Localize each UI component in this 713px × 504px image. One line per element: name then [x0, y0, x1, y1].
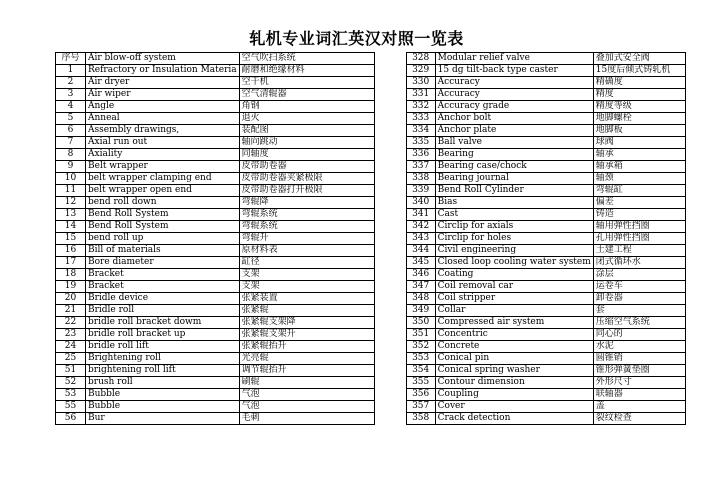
english-term: belt wrapper open end — [86, 185, 240, 197]
chinese-term: 土建工程 — [593, 245, 685, 257]
row-number: 358 — [406, 413, 435, 425]
header-chinese: 空气吹扫系统 — [239, 53, 374, 65]
column-gap — [374, 113, 406, 125]
row-number: 15 — [56, 233, 86, 245]
column-gap — [374, 233, 406, 245]
chinese-term: 铸造 — [593, 209, 685, 221]
english-term: Coating — [435, 269, 593, 281]
column-gap — [374, 173, 406, 185]
english-term: Cover — [435, 401, 593, 413]
table-row — [56, 305, 686, 317]
table-row — [56, 269, 686, 281]
glossary-table — [55, 52, 686, 425]
chinese-term: 球阀 — [593, 137, 685, 149]
row-number: 22 — [56, 317, 86, 329]
chinese-term: 支架 — [239, 269, 374, 281]
row-number: 9 — [56, 161, 86, 173]
table-row — [56, 365, 686, 377]
chinese-term: 退火 — [239, 113, 374, 125]
english-term: Brightening roll — [86, 353, 240, 365]
english-term: bend roll up — [86, 233, 240, 245]
column-gap — [374, 161, 406, 173]
english-term: Bearing journal — [435, 173, 593, 185]
english-term: Ball valve — [435, 137, 593, 149]
row-number: 345 — [406, 257, 435, 269]
english-term: bridle roll bracket up — [86, 329, 240, 341]
row-number: 342 — [406, 221, 435, 233]
chinese-term: 涂层 — [593, 269, 685, 281]
row-number: 3 — [56, 89, 86, 101]
chinese-term: 张紧装置 — [239, 293, 374, 305]
chinese-term: 气泡 — [239, 389, 374, 401]
english-term: Coil removal car — [435, 281, 593, 293]
english-term: Bracket — [86, 281, 240, 293]
chinese-term: 套 — [593, 305, 685, 317]
row-number: 16 — [56, 245, 86, 257]
english-term: Civil engineering — [435, 245, 593, 257]
english-term: Bracket — [86, 269, 240, 281]
row-number: 328 — [406, 53, 435, 65]
row-number: 347 — [406, 281, 435, 293]
english-term: Bend Roll Cylinder — [435, 185, 593, 197]
header-english: Air blow-off system — [86, 53, 240, 65]
table-row — [56, 233, 686, 245]
row-number: 24 — [56, 341, 86, 353]
chinese-term: 空气清辊器 — [239, 89, 374, 101]
row-number: 353 — [406, 353, 435, 365]
chinese-term: 原材料表 — [239, 245, 374, 257]
english-term: Bias — [435, 197, 593, 209]
english-term: Air wiper — [86, 89, 240, 101]
table-row — [56, 341, 686, 353]
row-number: 350 — [406, 317, 435, 329]
chinese-term: 张紧辊支架升 — [239, 329, 374, 341]
column-gap — [374, 209, 406, 221]
table-row — [56, 53, 686, 65]
english-term: Closed loop cooling water system — [435, 257, 593, 269]
row-number: 337 — [406, 161, 435, 173]
table-row — [56, 125, 686, 137]
chinese-term: 轴承箱 — [593, 161, 685, 173]
english-term: Accuracy — [435, 89, 593, 101]
chinese-term: 毛刺 — [239, 413, 374, 425]
row-number: 6 — [56, 125, 86, 137]
chinese-term: 精确度 — [593, 77, 685, 89]
row-number: 340 — [406, 197, 435, 209]
row-number: 7 — [56, 137, 86, 149]
english-term: Concentric — [435, 329, 593, 341]
column-gap — [374, 197, 406, 209]
chinese-term: 光亮辊 — [239, 353, 374, 365]
row-number: 339 — [406, 185, 435, 197]
english-term: Assembly drawings, — [86, 125, 240, 137]
english-term: brightening roll lift — [86, 365, 240, 377]
row-number: 17 — [56, 257, 86, 269]
column-gap — [374, 185, 406, 197]
english-term: Crack detection — [435, 413, 593, 425]
row-number: 1 — [56, 65, 86, 77]
chinese-term: 精度等级 — [593, 101, 685, 113]
row-number: 5 — [56, 113, 86, 125]
chinese-term: 偏差 — [593, 197, 685, 209]
row-number: 4 — [56, 101, 86, 113]
chinese-term: 轴承 — [593, 149, 685, 161]
chinese-term: 耐磨和绝缘材料 — [239, 65, 374, 77]
english-term: Bend Roll System — [86, 209, 240, 221]
table-row — [56, 173, 686, 185]
chinese-term: 气泡 — [239, 401, 374, 413]
english-term: Belt wrapper — [86, 161, 240, 173]
row-number: 20 — [56, 293, 86, 305]
chinese-term: 圆锥销 — [593, 353, 685, 365]
column-gap — [374, 257, 406, 269]
chinese-term: 皮带助卷器打开极限 — [239, 185, 374, 197]
table-row — [56, 137, 686, 149]
row-number: 336 — [406, 149, 435, 161]
column-gap — [374, 221, 406, 233]
english-term: Axial run out — [86, 137, 240, 149]
table-row — [56, 329, 686, 341]
column-gap — [374, 377, 406, 389]
row-number: 21 — [56, 305, 86, 317]
row-number: 357 — [406, 401, 435, 413]
chinese-term: 同轴度 — [239, 149, 374, 161]
chinese-term: 精度 — [593, 89, 685, 101]
table-row — [56, 245, 686, 257]
header-number: 序号 — [56, 53, 86, 65]
chinese-term: 角钢 — [239, 101, 374, 113]
english-term: Bridle device — [86, 293, 240, 305]
chinese-term: 联轴器 — [593, 389, 685, 401]
column-gap — [374, 413, 406, 425]
row-number: 18 — [56, 269, 86, 281]
english-term: Bubble — [86, 401, 240, 413]
chinese-term: 运卷车 — [593, 281, 685, 293]
row-number: 11 — [56, 185, 86, 197]
row-number: 2 — [56, 77, 86, 89]
row-number: 331 — [406, 89, 435, 101]
column-gap — [374, 269, 406, 281]
column-gap — [374, 365, 406, 377]
english-term: Accuracy — [435, 77, 593, 89]
column-gap — [374, 149, 406, 161]
english-term: Conical pin — [435, 353, 593, 365]
english-term: Coupling — [435, 389, 593, 401]
english-term: bridle roll lift — [86, 341, 240, 353]
column-gap — [374, 65, 406, 77]
row-number: 8 — [56, 149, 86, 161]
row-number: 349 — [406, 305, 435, 317]
chinese-term: 盖 — [593, 401, 685, 413]
table-row — [56, 209, 686, 221]
row-number: 356 — [406, 389, 435, 401]
chinese-term: 空干机 — [239, 77, 374, 89]
english-term: Anneal — [86, 113, 240, 125]
english-term: Collar — [435, 305, 593, 317]
table-row — [56, 377, 686, 389]
chinese-term: 叠加式安全阀 — [593, 53, 685, 65]
chinese-term: 裂纹检查 — [593, 413, 685, 425]
column-gap — [374, 137, 406, 149]
column-gap — [374, 305, 406, 317]
row-number: 23 — [56, 329, 86, 341]
column-gap — [374, 329, 406, 341]
table-row — [56, 197, 686, 209]
chinese-term: 缸径 — [239, 257, 374, 269]
english-term: bend roll down — [86, 197, 240, 209]
column-gap — [374, 317, 406, 329]
table-row — [56, 101, 686, 113]
column-gap — [374, 353, 406, 365]
english-term: Concrete — [435, 341, 593, 353]
english-term: Anchor plate — [435, 125, 593, 137]
chinese-term: 弯辊升 — [239, 233, 374, 245]
english-term: Cast — [435, 209, 593, 221]
column-gap — [374, 389, 406, 401]
english-term: Bill of materials — [86, 245, 240, 257]
row-number: 19 — [56, 281, 86, 293]
table-row — [56, 317, 686, 329]
chinese-term: 压缩空气系统 — [593, 317, 685, 329]
table-row — [56, 221, 686, 233]
table-row — [56, 293, 686, 305]
column-gap — [374, 101, 406, 113]
chinese-term: 弯辊缸 — [593, 185, 685, 197]
row-number: 10 — [56, 173, 86, 185]
column-gap — [374, 89, 406, 101]
table-row — [56, 149, 686, 161]
english-term: Anchor bolt — [435, 113, 593, 125]
chinese-term: 轴用弹性挡圈 — [593, 221, 685, 233]
table-row — [56, 65, 686, 77]
chinese-term: 张紧辊支架降 — [239, 317, 374, 329]
table-row — [56, 185, 686, 197]
english-term: brush roll — [86, 377, 240, 389]
row-number: 51 — [56, 365, 86, 377]
chinese-term: 张紧辊 — [239, 305, 374, 317]
row-number: 13 — [56, 209, 86, 221]
row-number: 329 — [406, 65, 435, 77]
chinese-term: 支架 — [239, 281, 374, 293]
chinese-term: 轴向跳动 — [239, 137, 374, 149]
table-row — [56, 77, 686, 89]
chinese-term: 皮带助卷器夹紧极限 — [239, 173, 374, 185]
row-number: 56 — [56, 413, 86, 425]
chinese-term: 弯辊系统 — [239, 209, 374, 221]
english-term: Compressed air system — [435, 317, 593, 329]
english-term: Bearing case/chock — [435, 161, 593, 173]
row-number: 351 — [406, 329, 435, 341]
row-number: 341 — [406, 209, 435, 221]
english-term: Circlip for axials — [435, 221, 593, 233]
row-number: 348 — [406, 293, 435, 305]
row-number: 52 — [56, 377, 86, 389]
chinese-term: 水泥 — [593, 341, 685, 353]
column-gap — [374, 125, 406, 137]
english-term: Air dryer — [86, 77, 240, 89]
column-gap — [374, 401, 406, 413]
english-term: Conical spring washer — [435, 365, 593, 377]
english-term: Modular relief valve — [435, 53, 593, 65]
row-number: 344 — [406, 245, 435, 257]
chinese-term: 刷辊 — [239, 377, 374, 389]
table-row — [56, 401, 686, 413]
table-row — [56, 281, 686, 293]
row-number: 332 — [406, 101, 435, 113]
english-term: Bridle roll — [86, 305, 240, 317]
column-gap — [374, 77, 406, 89]
row-number: 25 — [56, 353, 86, 365]
chinese-term: 同心的 — [593, 329, 685, 341]
chinese-term: 15度后倾式铸轧机 — [593, 65, 685, 77]
english-term: Contour dimension — [435, 377, 593, 389]
row-number: 333 — [406, 113, 435, 125]
english-term: 15 dg tilt-back type caster — [435, 65, 593, 77]
row-number: 346 — [406, 269, 435, 281]
chinese-term: 锥形弹簧垫圈 — [593, 365, 685, 377]
chinese-term: 地脚螺栓 — [593, 113, 685, 125]
chinese-term: 张紧辊抬升 — [239, 341, 374, 353]
english-term: Accuracy grade — [435, 101, 593, 113]
chinese-term: 孔用弹性挡圈 — [593, 233, 685, 245]
table-row — [56, 113, 686, 125]
row-number: 352 — [406, 341, 435, 353]
english-term: Coil stripper — [435, 293, 593, 305]
row-number: 334 — [406, 125, 435, 137]
table-row — [56, 257, 686, 269]
english-term: Bend Roll System — [86, 221, 240, 233]
table-row — [56, 389, 686, 401]
chinese-term: 地脚板 — [593, 125, 685, 137]
chinese-term: 闭式循环水 — [593, 257, 685, 269]
chinese-term: 弯辊降 — [239, 197, 374, 209]
chinese-term: 皮带助卷器 — [239, 161, 374, 173]
table-row — [56, 413, 686, 425]
column-gap — [374, 281, 406, 293]
english-term: Axiality — [86, 149, 240, 161]
english-term: Circlip for holes — [435, 233, 593, 245]
column-gap — [374, 245, 406, 257]
chinese-term: 外形尺寸 — [593, 377, 685, 389]
english-term: Angle — [86, 101, 240, 113]
english-term: Bubble — [86, 389, 240, 401]
table-row — [56, 161, 686, 173]
row-number: 355 — [406, 377, 435, 389]
row-number: 338 — [406, 173, 435, 185]
row-number: 53 — [56, 389, 86, 401]
english-term: Refractory or Insulation Materia — [86, 65, 240, 77]
chinese-term: 弯辊系统 — [239, 221, 374, 233]
chinese-term: 装配图 — [239, 125, 374, 137]
column-gap — [374, 341, 406, 353]
row-number: 343 — [406, 233, 435, 245]
row-number: 55 — [56, 401, 86, 413]
column-gap — [374, 53, 406, 65]
chinese-term: 卸卷器 — [593, 293, 685, 305]
row-number: 335 — [406, 137, 435, 149]
row-number: 354 — [406, 365, 435, 377]
page-title: 轧机专业词汇英汉对照一览表 — [249, 29, 464, 48]
table-row — [56, 89, 686, 101]
table-row — [56, 353, 686, 365]
row-number: 12 — [56, 197, 86, 209]
english-term: Bore diameter — [86, 257, 240, 269]
chinese-term: 调节辊抬升 — [239, 365, 374, 377]
english-term: belt wrapper clamping end — [86, 173, 240, 185]
column-gap — [374, 293, 406, 305]
row-number: 14 — [56, 221, 86, 233]
english-term: Bearing — [435, 149, 593, 161]
english-term: Bur — [86, 413, 240, 425]
row-number: 330 — [406, 77, 435, 89]
chinese-term: 轴颈 — [593, 173, 685, 185]
english-term: bridle roll bracket dowm — [86, 317, 240, 329]
